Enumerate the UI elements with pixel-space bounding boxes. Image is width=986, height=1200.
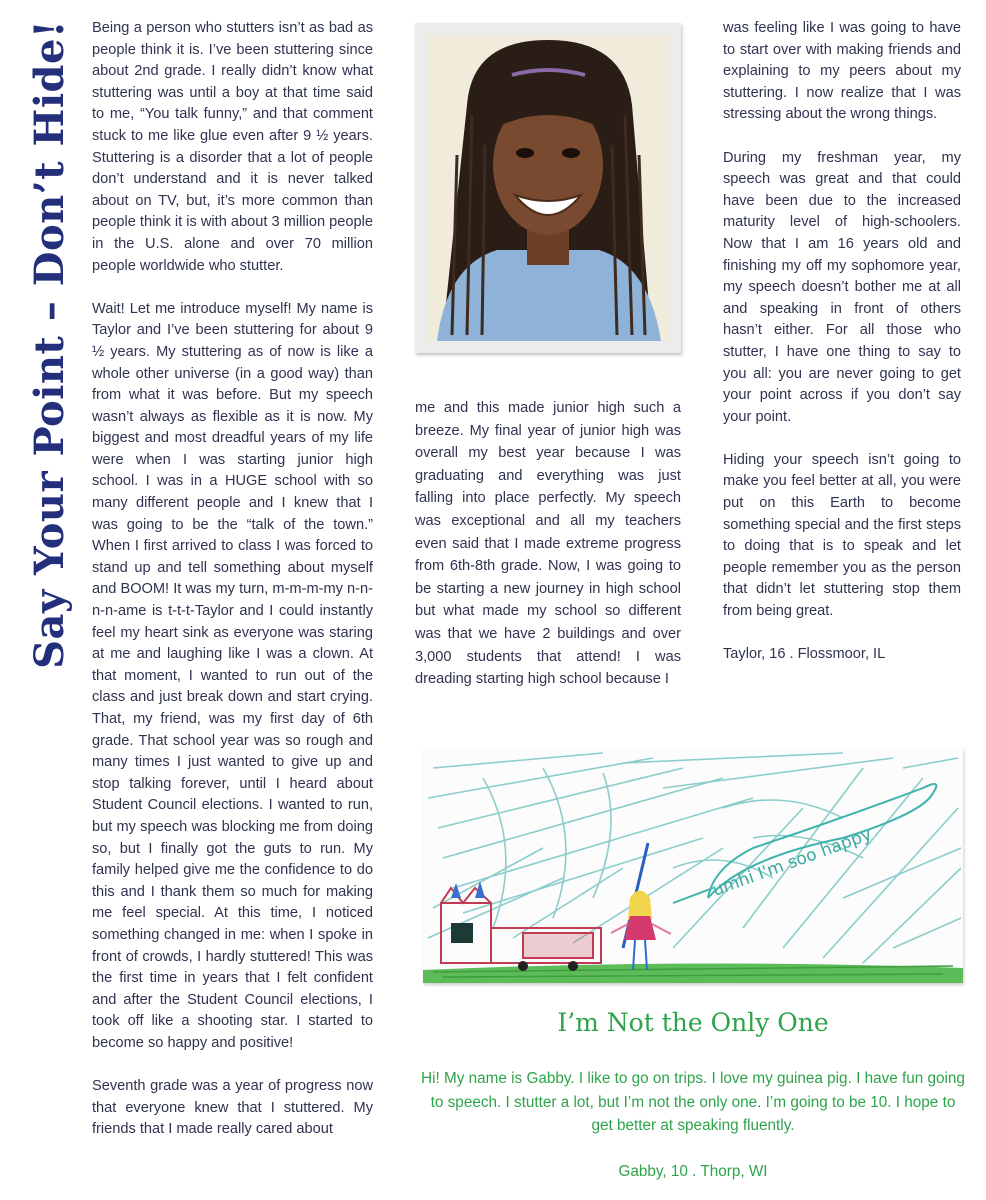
article-title-text: Say Your Point – Don’t Hide!	[26, 20, 73, 669]
gabby-signature: Gabby, 10 . Thorp, WI	[618, 1163, 768, 1180]
paragraph: Seventh grade was a year of progress now that everyone knew that I stuttered. My friends that I made really cared about	[92, 1078, 373, 1138]
paragraph: was feeling like I was going to have to start over with making friends and explaining to my peers about my stuttering. I now realize that I was stressing about the wrong things.	[723, 20, 961, 123]
child-crayon-drawing	[423, 748, 963, 983]
article-column-2	[415, 397, 681, 712]
portrait-photo-frame	[415, 23, 681, 353]
speech-bubble-text: umhi I'm soo happy	[709, 824, 875, 901]
paragraph: Hiding your speech isn’t going to make you feel better at all, you were put on this Earth to become something special and the first steps to doing that is to speak and let people remember you as the person that didn’t let stuttering stop them from being great.	[723, 451, 961, 620]
article-title	[25, 20, 75, 710]
article-column-3	[723, 18, 961, 687]
portrait-photo	[427, 35, 669, 341]
paragraph: During my freshman year, my speech was great and that could have been due to the increased maturity level of high-schoolers. Now that I am 16 years old and finishing my off my sophomore year, my speech doesn’t bother me at all and speaking in front of others hasn’t either. For all those who stutter, I have one thing to say to you all: you are never going to get your point across if you don’t say your point.	[723, 149, 961, 425]
article-column-1	[92, 18, 373, 1162]
gabby-title: I’m Not the Only One	[557, 1008, 829, 1037]
paragraph: me and this made junior high such a breeze. My final year of junior high was overall my best year because I was graduating and everything was just falling into place perfectly. My speech was exceptional and all my teachers even said that I made extreme progress from 6th-8th grade. Now, I was going to be starting a new journey in high school but what made my school so different was that we have 2 buildings and over 3,000 students that attend! I was dreading starting high school because I	[415, 400, 681, 688]
taylor-signature: Taylor, 16 . Flossmoor, IL	[723, 646, 886, 663]
paragraph: Wait! Let me introduce myself! My name is Taylor and I’ve been stuttering for about 9 ½ years. My stuttering as of now is like a whole other universe (in a good way) than from what it was before. But my speech wasn’t always as flexible as it is now. My biggest and most dreadful years of my life were when I was starting junior high school. I was in a HUGE school with so many different people and I knew that I was going to be the “talk of the town.” When I first arrived to class I was forced to stand up and tell something about myself and BOOM! It was my turn, m-m-m-my n-n-n-n-ame is t-t-t-Taylor and I could instantly feel my heart sink as everyone was staring at me and laughing like I was a clown. At that moment, I wanted to run out of the class and just break down and start crying. That, my friend, was my first day of 6th grade. That school year was so rough and many times I just wanted to give up and stop talking forever, until I heard about Student Council elections. I wanted to run, but my speech was blocking me from doing so, but I finally got the guts to run. My family helped give me the confidence to do this and I thank them so much for making me feel special. At this time, I noticed something changed in me: when I spoke in front of crowds, I hardly stuttered! This was the first time in years that I felt confident and after the Student Council elections, I took off like a shooting star. I started to become so happy and positive!	[92, 300, 373, 1051]
paragraph: Being a person who stutters isn’t as bad as people think it is. I’ve been stuttering since about 2nd grade. I really didn’t know what stuttering was until a boy at that time said to me, “You talk funny,” and that comment stuck to me like glue even after 9 ½ years. Stuttering is a disorder that a lot of people don’t understand and it is never talked about on TV, but, it’s more common than people think it is with about 3 million people in the U.S. alone and over 70 million people worldwide who stutter.	[92, 20, 373, 274]
gabby-body: Hi! My name is Gabby. I like to go on trips. I love my guinea pig. I have fun going to speech. I stutter a lot, but I’m not the only one. I’m going to be 10. I hope to get better at speaking fluently.	[421, 1070, 965, 1135]
